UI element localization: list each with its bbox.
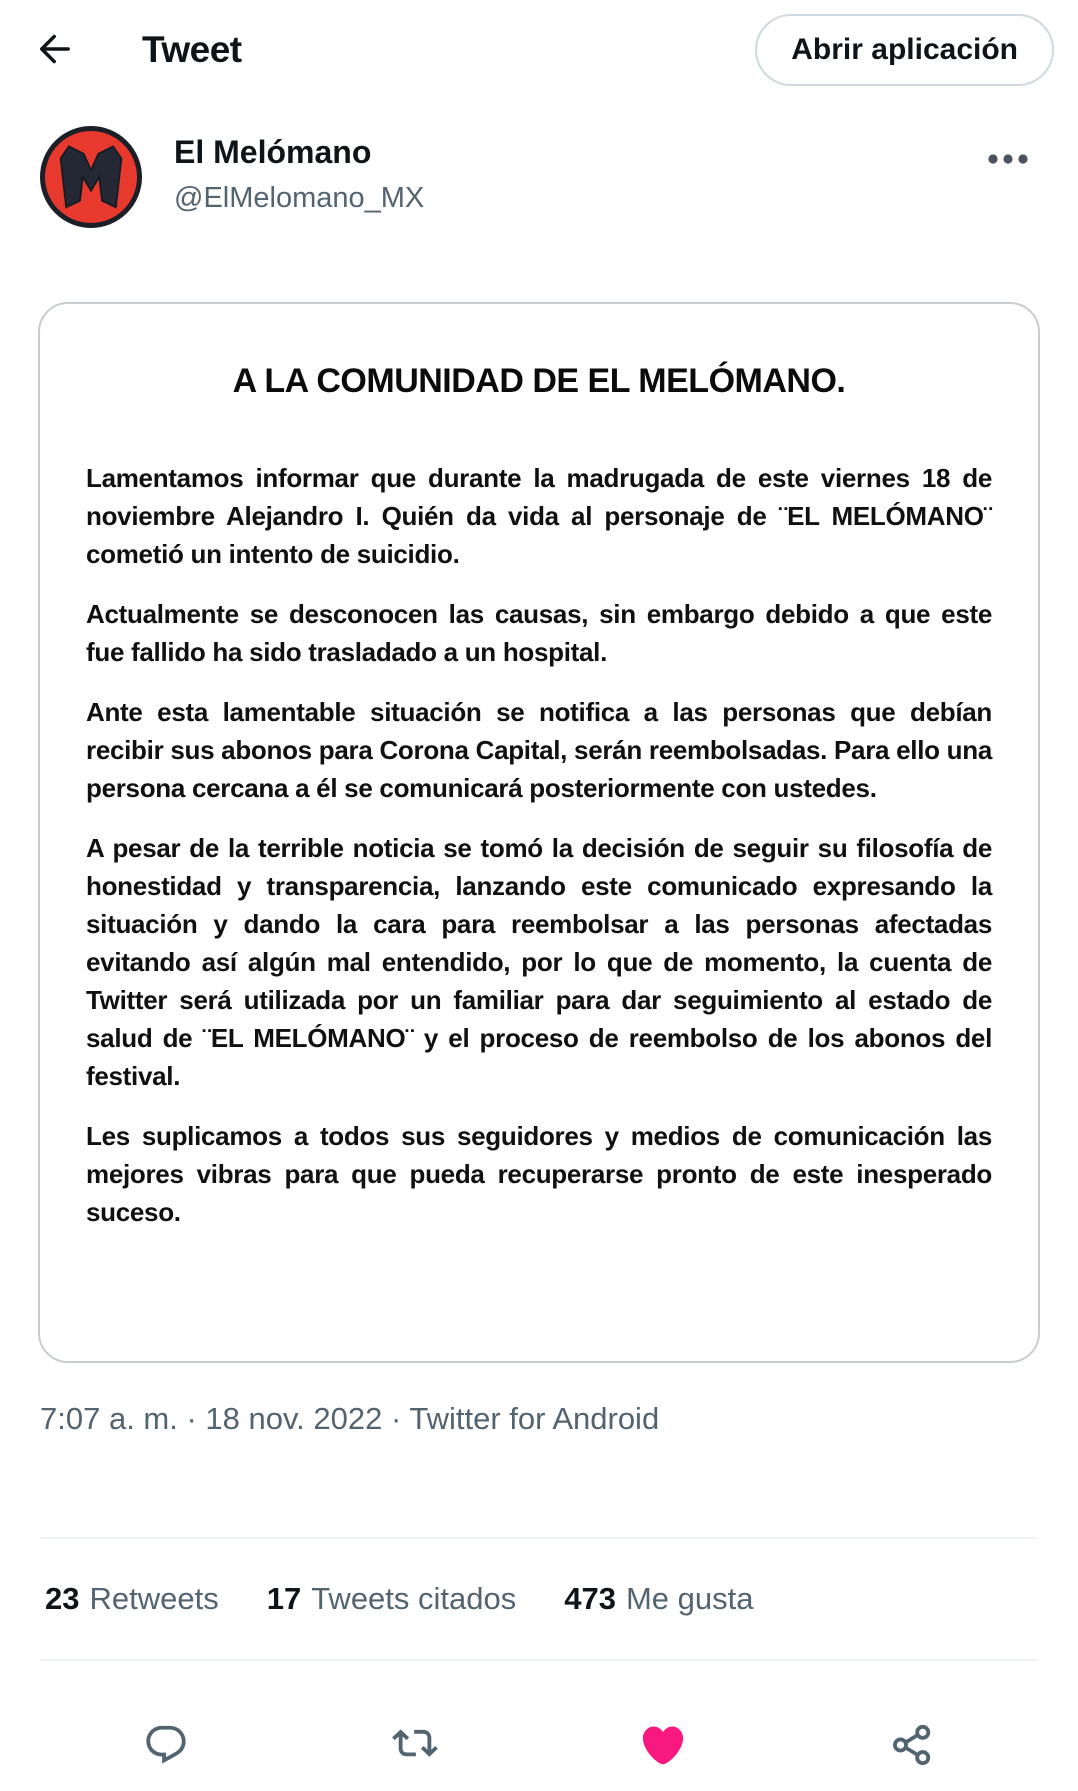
page-title: Tweet: [142, 29, 242, 70]
quote-tweets-count: 17: [266, 1581, 302, 1616]
author-handle[interactable]: @ElMelomano_MX: [174, 181, 425, 214]
share-button[interactable]: [886, 1720, 938, 1772]
back-arrow-icon: [30, 27, 74, 74]
quote-tweets-stat[interactable]: [267, 1581, 517, 1617]
statement-paragraph: Ante esta lamentable situación se notifica a las personas que debían recibir sus abonos para Corona Capital, serán reembolsadas. Para ello una persona cercana a él se comunicará posteriormente con ustedes.: [86, 697, 992, 803]
top-bar: [0, 0, 1078, 96]
author-texts: [174, 126, 424, 215]
tweet-action-bar: [0, 1701, 1078, 1791]
share-icon: [889, 1722, 935, 1771]
like-button[interactable]: [637, 1720, 689, 1772]
tweet-image-statement[interactable]: [38, 302, 1040, 1363]
author-name[interactable]: El Melómano: [174, 134, 372, 170]
likes-stat[interactable]: [564, 1581, 753, 1617]
statement-paragraph: Lamentamos informar que durante la madrugada de este viernes 18 de noviembre Alejandro I. Quién da vida al personaje de ¨EL MELÓMANO¨ cometió un intento de suicidio.: [86, 463, 992, 569]
open-app-button[interactable]: Abrir aplicación: [755, 14, 1054, 86]
statement-title: A LA COMUNIDAD DE EL MELÓMANO.: [232, 362, 846, 400]
retweet-icon: [392, 1722, 438, 1771]
ellipsis-icon: [986, 154, 1030, 169]
retweets-stat[interactable]: [45, 1581, 219, 1617]
retweets-label: Retweets: [89, 1581, 219, 1616]
statement-paragraph: Les suplicamos a todos sus seguidores y medios de comunicación las mejores vibras para que pueda recuperarse pronto de este inesperado suceso.: [86, 1121, 992, 1227]
reply-icon: [143, 1722, 189, 1771]
statement-body: [86, 459, 992, 1231]
tweet-stats-row: [0, 1581, 1078, 1617]
avatar[interactable]: [40, 126, 142, 228]
statement-paragraph: Actualmente se desconocen las causas, sin embargo debido a que este fue fallido ha sido trasladado a un hospital.: [86, 599, 992, 667]
retweets-count: 23: [45, 1581, 80, 1616]
reply-button[interactable]: [140, 1720, 192, 1772]
likes-count: 473: [564, 1581, 616, 1616]
quote-tweets-label: Tweets citados: [311, 1581, 517, 1616]
tweet-author-row[interactable]: [0, 126, 1078, 228]
retweet-button[interactable]: [389, 1720, 441, 1772]
divider: [40, 1537, 1038, 1539]
heart-filled-icon: [639, 1721, 687, 1772]
avatar-m-logo-icon: [45, 129, 137, 226]
tweet-timestamp: 7:07 a. m. · 18 nov. 2022 · Twitter for Android: [40, 1401, 660, 1436]
more-options-button[interactable]: [978, 144, 1038, 177]
likes-label: Me gusta: [625, 1581, 754, 1616]
back-button[interactable]: [24, 22, 80, 78]
statement-paragraph: A pesar de la terrible noticia se tomó la decisión de seguir su filosofía de honestidad y transparencia, lanzando este comunicado expresando la situación y dando la cara para reembolsar a las personas afectadas evitando así algún mal entendido, por lo que de momento, la cuenta de Twitter será utilizada por un familiar para dar seguimiento al estado de salud de ¨EL MELÓMANO¨ y el proceso de reembolso de los abonos del festival.: [86, 833, 992, 1091]
